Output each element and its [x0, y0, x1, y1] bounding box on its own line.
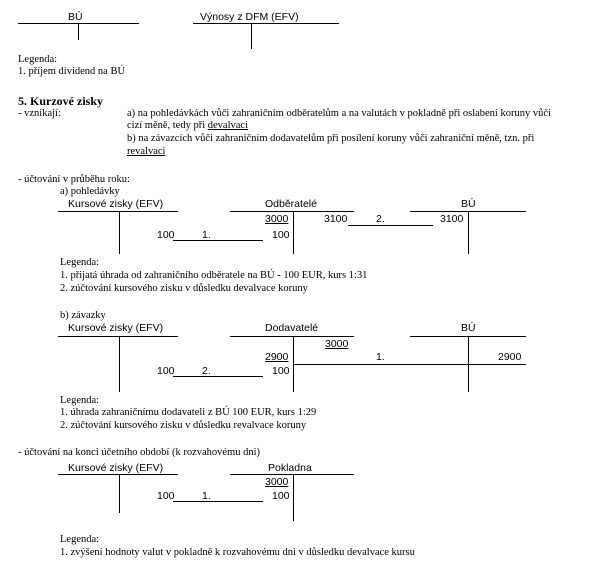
uctovani-prubeh-label: - účtování v průběhu roku: — [18, 174, 130, 185]
t-c-kz-vline — [119, 474, 120, 513]
t-a-step1-line — [173, 240, 263, 241]
t-account-vynosy-hline — [193, 23, 339, 24]
t-a-odb-dr2: 100 — [272, 229, 290, 241]
section-title: 5. Kurzové zisky — [18, 94, 103, 108]
legend-a-item-1: 1. přijatá úhrada od zahraničního odběratele na BÚ - 100 EUR, kurs 1:31 — [60, 270, 368, 281]
t-account-vynosy-vline — [251, 23, 252, 49]
t-c-pok-title: Pokladna — [268, 462, 312, 474]
revalvace-term: revalvaci — [127, 146, 166, 157]
t-b-dod-cr: 3000 — [325, 338, 349, 350]
pohledavky-label: a) pohledávky — [60, 186, 120, 197]
t-a-odb-title: Odběratelé — [265, 198, 317, 210]
t-c-pok-dr: 100 — [272, 490, 290, 502]
t-a-kz-title: Kursové zisky (EFV) — [68, 198, 164, 210]
t-b-step2: 2. — [202, 365, 211, 377]
t-c-pok-vline — [293, 474, 294, 521]
t-a-kz-hline — [58, 211, 178, 212]
t-account-vynosy-title: Výnosy z DFM (EFV) — [200, 11, 299, 23]
t-b-bu-title: BÚ — [461, 322, 476, 334]
t-b-bu-cr: 2900 — [498, 351, 522, 363]
t-a-bu-title: BÚ — [461, 198, 476, 210]
t-b-step1: 1. — [376, 351, 385, 363]
vznikaji-b-line1: b) na závazcích vůči zahraničním dodavatelům při posílení koruny vůči zahraniční měně, tzn. při — [127, 133, 535, 144]
t-b-dod-title: Dodavatelé — [265, 322, 319, 334]
vznikaji-a-line2-text: cizí měně, tedy při — [127, 120, 208, 131]
t-a-odb-cr: 3100 — [324, 213, 348, 225]
t-a-kz-vline — [119, 211, 120, 254]
legend-a-item-2: 2. zúčtování kursového zisku v důsledku devalvace koruny — [60, 283, 308, 294]
legend-b-item-2: 2. zúčtování kursového zisku v důsledku revalvace koruny — [60, 420, 307, 431]
zavazky-label: b) závazky — [60, 310, 106, 321]
t-b-dod-dr: 2900 — [265, 351, 289, 363]
t-account-bu-vline — [78, 23, 79, 40]
legend-a-label: Legenda: — [60, 257, 100, 268]
vznikaji-a-line2 — [127, 120, 248, 132]
devalvace-term: devalvaci — [207, 120, 248, 131]
legend-label: Legenda: — [18, 54, 58, 65]
t-b-step2-line — [173, 376, 263, 377]
t-b-step1-line — [294, 364, 526, 365]
t-a-odb-vline — [293, 211, 294, 254]
vznikaji-a-line1: a) na pohledávkách vůči zahraničním odběratelům a na valutách v pokladně při oslabení koruny vůči — [127, 108, 551, 119]
t-b-kz-title: Kursové zisky (EFV) — [68, 322, 164, 334]
t-b-dod-dr2: 100 — [272, 365, 290, 377]
legend-b-item-1: 1. úhrada zahraničnímu dodavateli z BÚ 100 EUR, kurs 1:29 — [60, 407, 317, 418]
uctovani-konec-label: - účtování na konci účetního období (k rozvahovému dni) — [18, 447, 261, 458]
t-a-step1: 1. — [202, 229, 211, 241]
t-a-kz-cr: 100 — [157, 229, 175, 241]
t-a-step2: 2. — [376, 213, 385, 225]
legend-item: 1. příjem dividend na BÚ — [18, 66, 126, 77]
t-c-pok-start: 3000 — [265, 476, 289, 488]
t-a-odb-hline — [230, 211, 354, 212]
t-b-kz-cr: 100 — [157, 365, 175, 377]
t-a-bu-vline — [468, 211, 469, 254]
t-b-kz-vline — [119, 336, 120, 392]
legend-c-label: Legenda: — [60, 534, 100, 545]
legend-b-label: Legenda: — [60, 395, 100, 406]
t-b-dod-hline — [230, 336, 354, 337]
t-c-step1-line — [173, 501, 263, 502]
vznikaji-label: - vznikají: — [18, 108, 61, 119]
t-a-step2-line — [348, 225, 433, 226]
t-c-kz-title: Kursové zisky (EFV) — [68, 462, 164, 474]
t-c-pok-hline — [230, 474, 354, 475]
t-c-kz-hline — [58, 474, 178, 475]
t-c-kz-cr: 100 — [157, 490, 175, 502]
legend-c-item-1: 1. zvýšení hodnoty valut v pokladně k rozvahovému dni v důsledku devalvace kursu — [60, 547, 415, 558]
t-c-step1: 1. — [202, 490, 211, 502]
t-a-bu-dr: 3100 — [440, 213, 464, 225]
t-b-kz-hline — [58, 336, 178, 337]
t-a-odb-start: 3000 — [265, 213, 289, 225]
t-account-bu-title: BÚ — [68, 11, 83, 23]
